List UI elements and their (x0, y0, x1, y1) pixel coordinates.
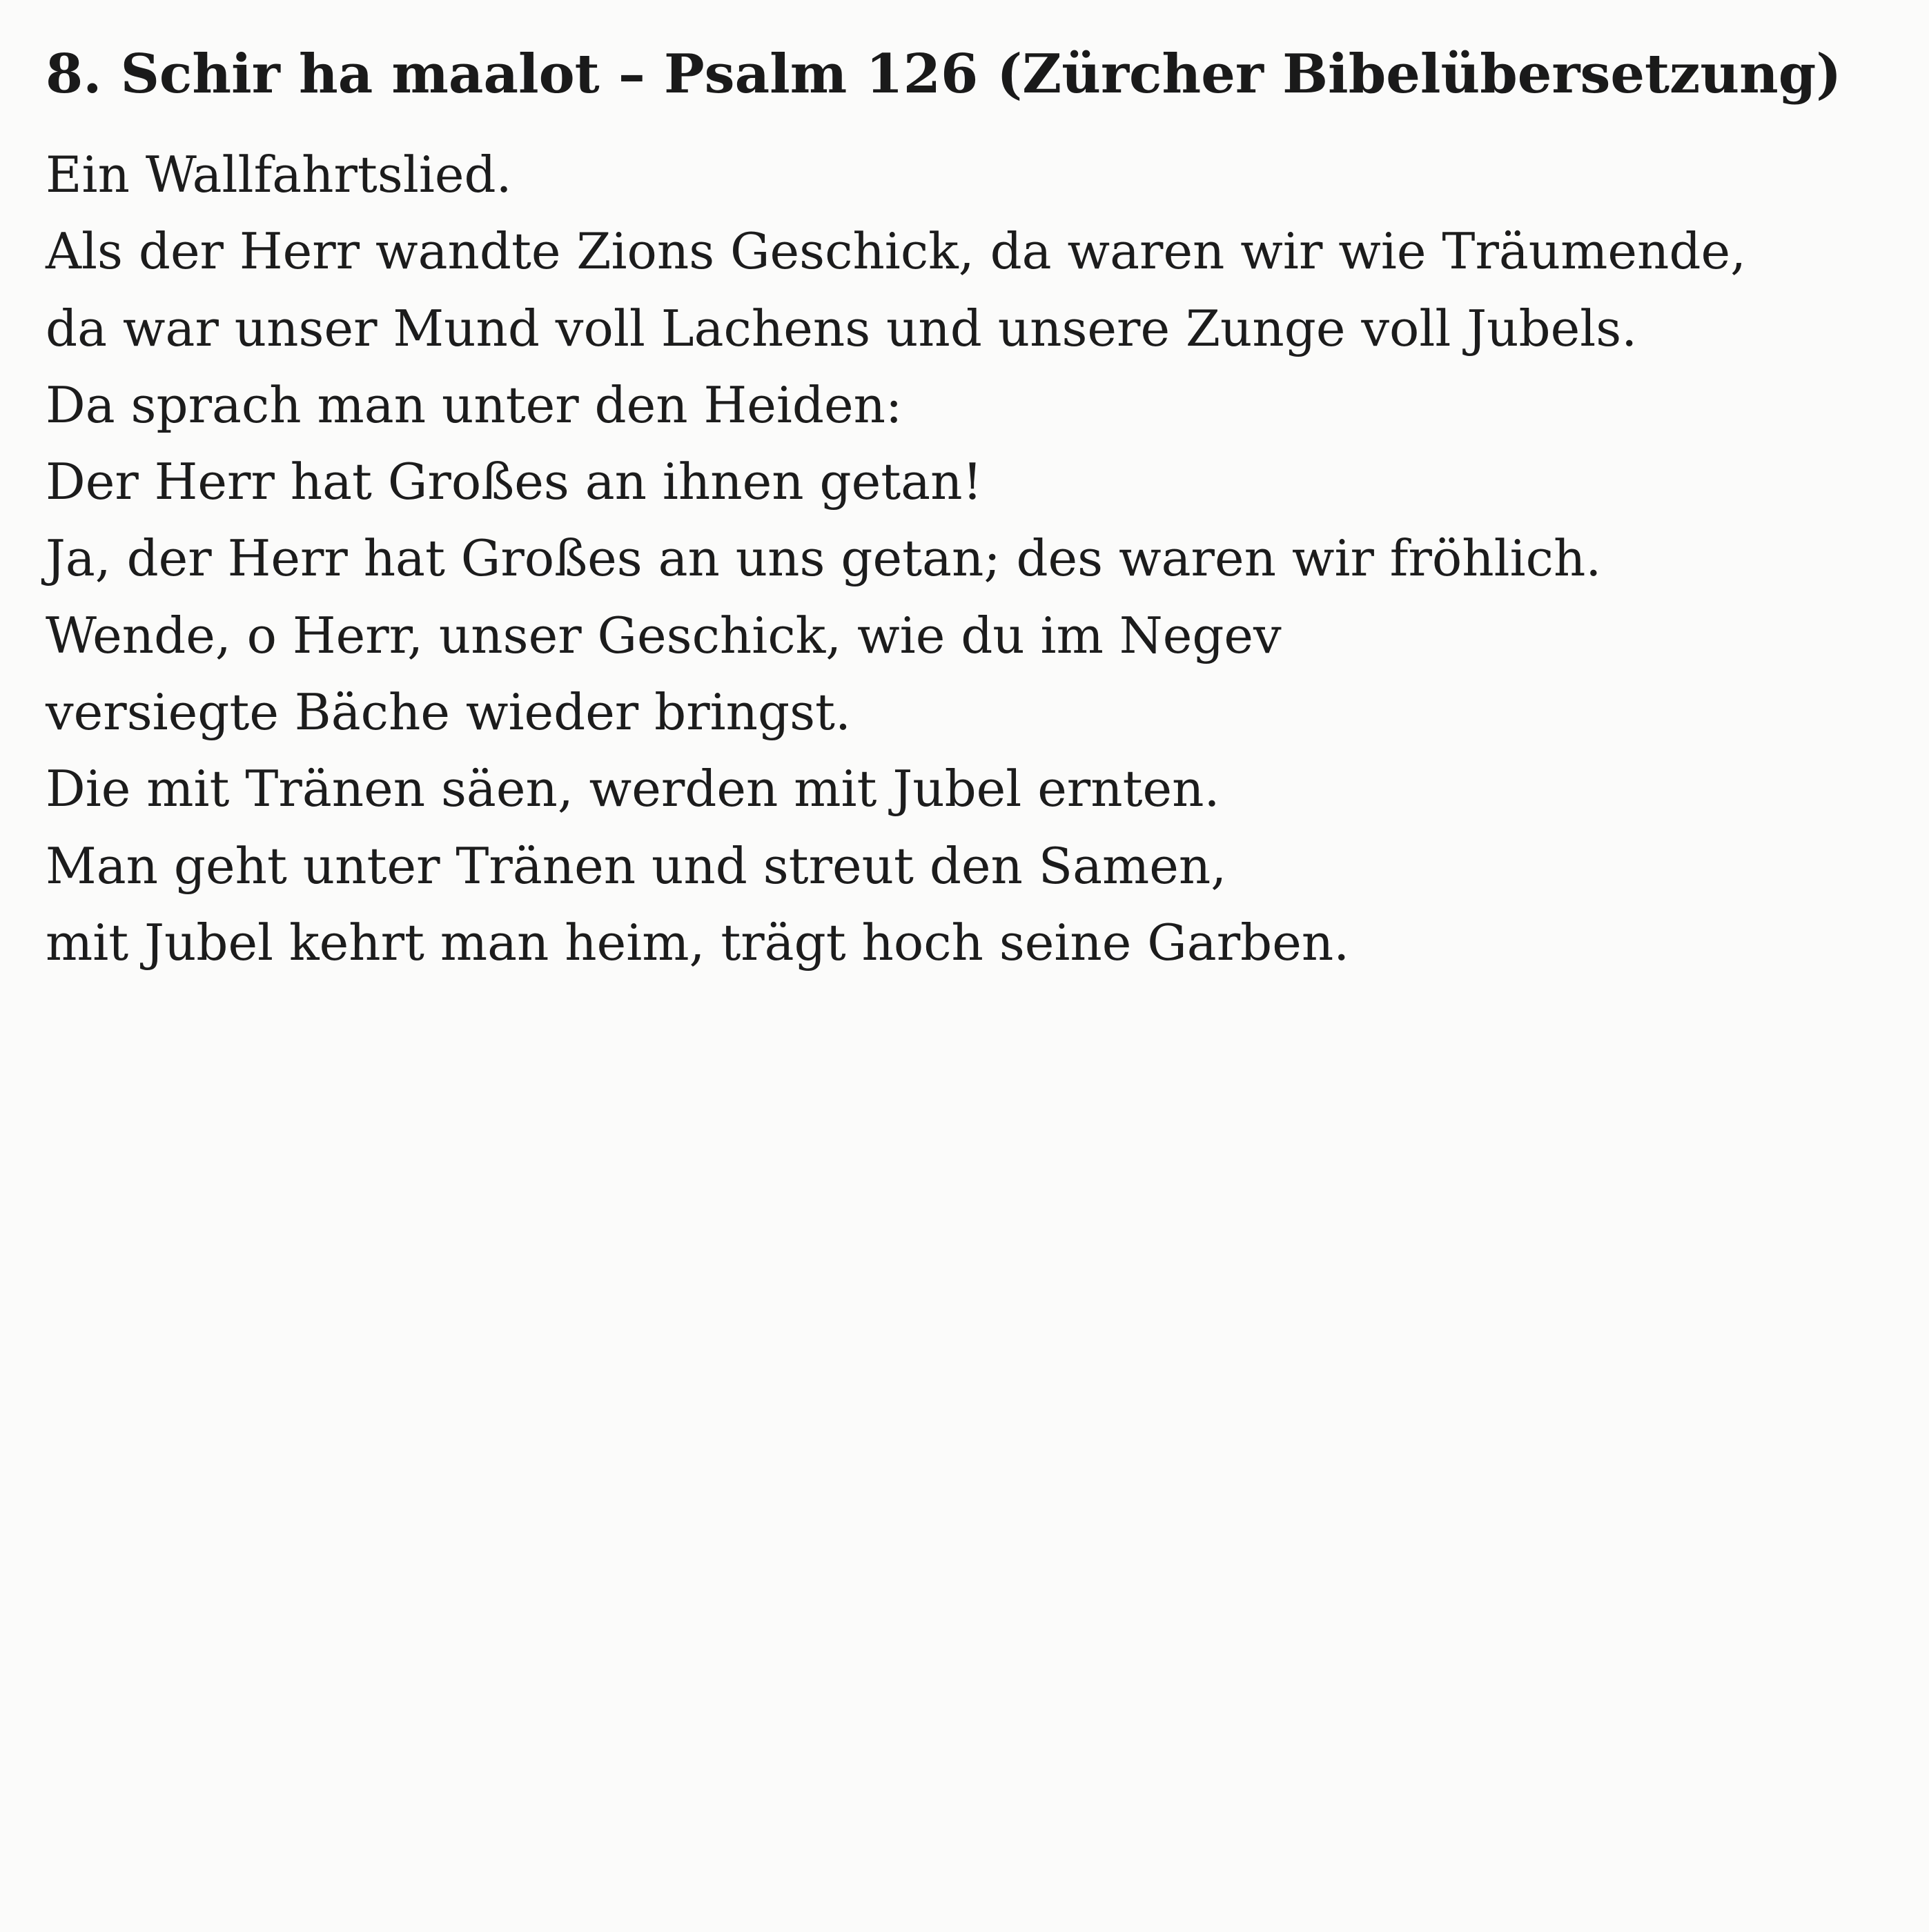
text-line: Man geht unter Tränen und streut den Samen, (46, 836, 1227, 895)
text-line: Ein Wallfahrtslied. (46, 146, 512, 204)
text-line: versiegte Bäche wieder bringst. (46, 683, 851, 742)
text-line: Der Herr hat Großes an ihnen getan! (46, 453, 983, 511)
text-line: Ja, der Herr hat Großes an uns getan; des waren wir fröhlich. (46, 529, 1602, 588)
text-line: mit Jubel kehrt man heim, trägt hoch seine Garben. (46, 913, 1350, 972)
text-line: Die mit Tränen säen, werden mit Jubel ernten. (46, 760, 1220, 818)
psalm-text (46, 137, 1746, 981)
text-line: Wende, o Herr, unser Geschick, wie du im Negev (46, 606, 1282, 664)
text-line: Da sprach man unter den Heiden: (46, 375, 903, 434)
page-title: 8. Schir ha maalot – Psalm 126 (Zürcher Bibelübersetzung) (46, 43, 1842, 106)
text-line: Als der Herr wandte Zions Geschick, da waren wir wie Träumende, (46, 222, 1746, 281)
text-line: da war unser Mund voll Lachens und unsere Zunge voll Jubels. (46, 299, 1638, 357)
